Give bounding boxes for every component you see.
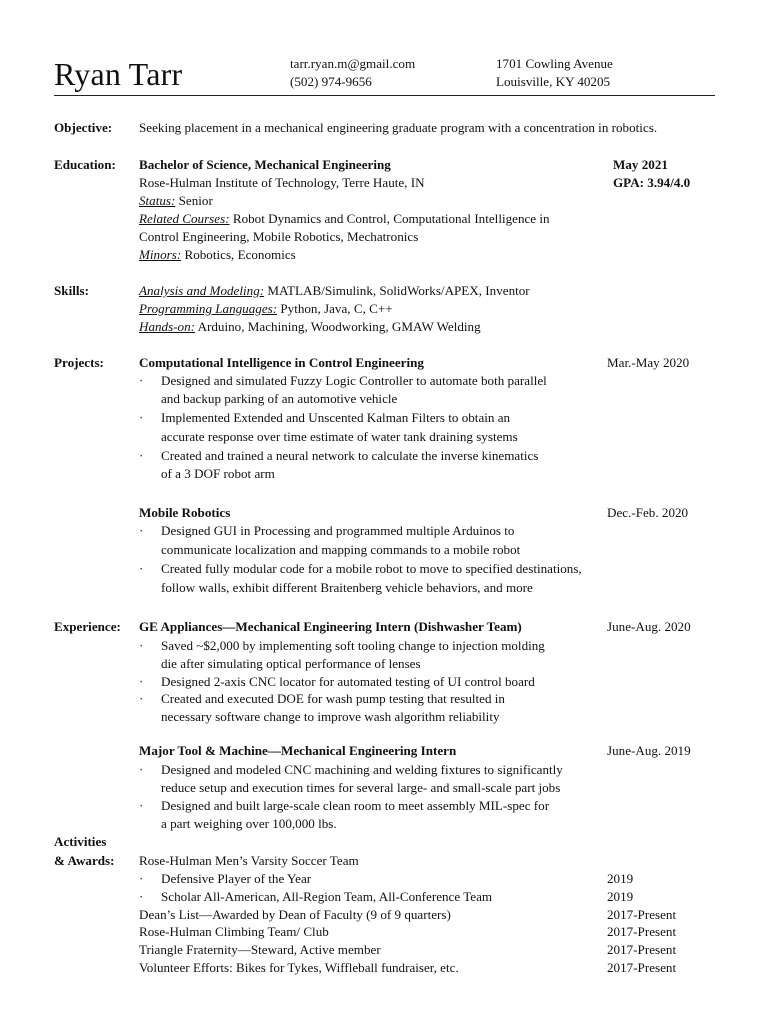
experience-label: Experience:	[54, 619, 121, 634]
bullet-glyph: ·	[139, 410, 144, 425]
bullet-text-cont: accurate response over time estimate of water tank draining systems	[161, 429, 518, 444]
bullet-item	[139, 761, 563, 779]
objective-text: Seeking placement in a mechanical engineering graduate program with a concentration in robotics.	[139, 120, 658, 135]
bullet-text: Designed and modeled CNC machining and welding fixtures to significantly	[161, 762, 563, 777]
bullet-text-cont: of a 3 DOF robot arm	[161, 466, 275, 481]
bullet-item	[139, 637, 545, 655]
bullet-glyph: ·	[139, 561, 144, 576]
projects-label: Projects:	[54, 355, 104, 370]
minors-line	[139, 246, 296, 264]
address-line-2: Louisville, KY 40205	[496, 74, 611, 89]
bullet-text: Designed and built large-scale clean room to meet assembly MIL-spec for	[161, 798, 550, 813]
activity-date: 2019	[607, 889, 634, 904]
bullet-glyph: ·	[139, 762, 144, 777]
skill-category: Analysis and Modeling:	[139, 283, 265, 298]
bullet-item	[139, 522, 514, 540]
bullet-text: Saved ~$2,000 by implementing soft tooling change to injection molding	[161, 638, 545, 653]
job-date: June-Aug. 2020	[607, 619, 691, 634]
status-line	[139, 192, 213, 210]
activity-item: Triangle Fraternity—Steward, Active member	[139, 942, 381, 957]
activity-date: 2019	[607, 871, 634, 886]
bullet-item	[139, 797, 549, 815]
courses-value-1: Robot Dynamics and Control, Computational Intelligence in	[229, 211, 550, 226]
skill-values: MATLAB/Simulink, SolidWorks/APEX, Inventor	[264, 283, 530, 298]
bullet-glyph: ·	[139, 691, 144, 706]
skill-line	[139, 300, 393, 318]
applicant-name: Ryan Tarr	[54, 56, 183, 92]
bullet-glyph: ·	[139, 448, 144, 463]
bullet-text-cont: and backup parking of an automotive vehicle	[161, 391, 398, 406]
status-label: Status:	[139, 193, 176, 208]
bullet-item	[139, 690, 505, 708]
email[interactable]: tarr.ryan.m@gmail.com	[290, 56, 416, 71]
bullet-item	[139, 560, 582, 578]
bullet-text: Created and trained a neural network to calculate the inverse kinematics	[161, 448, 539, 463]
project-date: Dec.-Feb. 2020	[607, 505, 689, 520]
address-line-1: 1701 Cowling Avenue	[496, 56, 613, 71]
project-title: Computational Intelligence in Control Engineering	[139, 355, 424, 370]
skill-line	[139, 282, 530, 300]
bullet-text: Designed 2-axis CNC locator for automated testing of UI control board	[161, 674, 535, 689]
gpa: GPA: 3.94/4.0	[613, 175, 691, 190]
status-value: Senior	[175, 193, 213, 208]
bullet-text-cont: follow walls, exhibit different Braitenberg vehicle behaviors, and more	[161, 580, 533, 595]
bullet-text: Defensive Player of the Year	[161, 871, 312, 886]
job-title: GE Appliances—Mechanical Engineering Intern (Dishwasher Team)	[139, 619, 522, 634]
bullet-glyph: ·	[139, 674, 144, 689]
bullet-glyph: ·	[139, 373, 144, 388]
bullet-glyph: ·	[139, 871, 144, 886]
skill-category: Programming Languages:	[139, 301, 278, 316]
bullet-text-cont: die after simulating optical performance of lenses	[161, 656, 421, 671]
project-title: Mobile Robotics	[139, 505, 231, 520]
courses-value-2: Control Engineering, Mobile Robotics, Mechatronics	[139, 229, 419, 244]
bullet-text-cont: necessary software change to improve wash algorithm reliability	[161, 709, 500, 724]
bullet-glyph: ·	[139, 523, 144, 538]
activity-date: 2017-Present	[607, 924, 677, 939]
bullet-glyph: ·	[139, 638, 144, 653]
activity-date: 2017-Present	[607, 907, 677, 922]
bullet-text-cont: a part weighing over 100,000 lbs.	[161, 816, 337, 831]
bullet-text: Scholar All-American, All-Region Team, All-Conference Team	[161, 889, 493, 904]
bullet-glyph: ·	[139, 798, 144, 813]
activity-soccer: Rose-Hulman Men’s Varsity Soccer Team	[139, 853, 359, 868]
phone: (502) 974-9656	[290, 74, 372, 89]
activities-label-1: Activities	[54, 834, 107, 849]
bullet-item	[139, 870, 311, 888]
bullet-item	[139, 409, 510, 427]
activities-label-2: & Awards:	[54, 853, 115, 868]
activity-item: Dean’s List—Awarded by Dean of Faculty (9 of 9 quarters)	[139, 907, 451, 922]
skill-values: Python, Java, C, C++	[277, 301, 393, 316]
skills-label: Skills:	[54, 283, 89, 298]
job-date: June-Aug. 2019	[607, 743, 691, 758]
activity-date: 2017-Present	[607, 942, 677, 957]
degree: Bachelor of Science, Mechanical Engineering	[139, 157, 391, 172]
courses-label: Related Courses:	[139, 211, 230, 226]
activity-item: Rose-Hulman Climbing Team/ Club	[139, 924, 329, 939]
activity-item: Volunteer Efforts: Bikes for Tykes, Wiffleball fundraiser, etc.	[139, 960, 459, 975]
school: Rose-Hulman Institute of Technology, Terre Haute, IN	[139, 175, 425, 190]
bullet-glyph: ·	[139, 889, 144, 904]
bullet-item	[139, 888, 492, 906]
bullet-text: Created and executed DOE for wash pump testing that resulted in	[161, 691, 505, 706]
education-label: Education:	[54, 157, 116, 172]
minors-label: Minors:	[139, 247, 182, 262]
bullet-text: Created fully modular code for a mobile robot to move to specified destinations,	[161, 561, 582, 576]
minors-value: Robotics, Economics	[181, 247, 296, 262]
bullet-text: Designed GUI in Processing and programmed multiple Arduinos to	[161, 523, 515, 538]
objective-label: Objective:	[54, 120, 113, 135]
bullet-text-cont: communicate localization and mapping commands to a mobile robot	[161, 542, 521, 557]
job-title: Major Tool & Machine—Mechanical Engineering Intern	[139, 743, 457, 758]
bullet-item	[139, 372, 547, 390]
bullet-text-cont: reduce setup and execution times for several large- and small-scale part jobs	[161, 780, 561, 795]
project-date: Mar.-May 2020	[607, 355, 690, 370]
skill-category: Hands-on:	[139, 319, 196, 334]
bullet-item	[139, 673, 535, 691]
graduation-date: May 2021	[613, 157, 668, 172]
bullet-text: Implemented Extended and Unscented Kalman Filters to obtain an	[161, 410, 511, 425]
header-divider	[54, 95, 715, 96]
skill-line	[139, 318, 481, 336]
bullet-item	[139, 447, 538, 465]
courses-line	[139, 210, 550, 228]
activity-date: 2017-Present	[607, 960, 677, 975]
bullet-text: Designed and simulated Fuzzy Logic Controller to automate both parallel	[161, 373, 547, 388]
skill-values: Arduino, Machining, Woodworking, GMAW Welding	[195, 319, 481, 334]
